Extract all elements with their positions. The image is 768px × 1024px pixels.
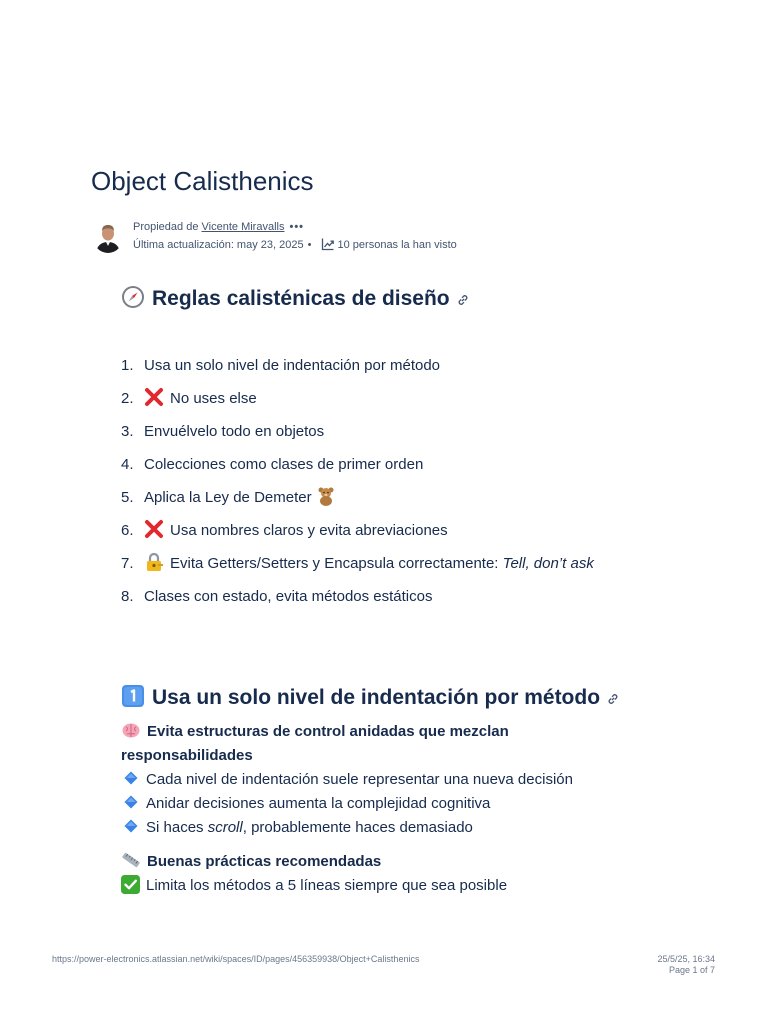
section-heading-rule-1 bbox=[121, 684, 620, 712]
more-actions-button[interactable]: ••• bbox=[289, 221, 305, 233]
views-link[interactable] bbox=[321, 239, 457, 251]
list-item bbox=[121, 792, 641, 816]
section-body bbox=[121, 720, 641, 898]
separator: • bbox=[307, 239, 312, 251]
point-italic: scroll bbox=[207, 819, 243, 836]
ruler-icon bbox=[121, 850, 141, 870]
list-item bbox=[121, 768, 641, 792]
point-text: Anidar decisiones aumenta la complejidad cognitiva bbox=[146, 795, 491, 812]
owner-line bbox=[133, 220, 304, 234]
list-item bbox=[121, 816, 641, 840]
list-item bbox=[121, 354, 594, 387]
avatar[interactable] bbox=[93, 221, 123, 253]
item-text: Envuélvelo todo en objetos bbox=[144, 423, 325, 440]
list-item bbox=[121, 486, 594, 519]
point-text-before: Si haces bbox=[146, 819, 204, 836]
last-updated: Última actualización: may 23, 2025 bbox=[133, 239, 304, 251]
teddy-bear-icon bbox=[316, 486, 336, 506]
item-number: 6. bbox=[121, 522, 134, 539]
section-heading-text: Reglas calisténicas de diseño bbox=[152, 287, 450, 310]
item-number: 1. bbox=[121, 357, 134, 374]
footer-url: https://power-electronics.atlassian.net/wiki/spaces/ID/pages/456359938/Object+Calisthenics bbox=[52, 954, 420, 964]
link-icon[interactable] bbox=[606, 692, 620, 706]
list-item bbox=[121, 552, 594, 585]
trending-up-icon bbox=[321, 237, 335, 251]
owner-prefix: Propiedad de bbox=[133, 221, 199, 233]
sub-heading-text: Evita estructuras de control anidadas que mezclan responsabilidades bbox=[121, 723, 509, 764]
cross-mark-icon bbox=[144, 519, 164, 539]
views-count: 10 personas la han visto bbox=[337, 239, 457, 251]
point-text: Cada nivel de indentación suele representar una nueva decisión bbox=[146, 771, 573, 788]
list-item bbox=[121, 387, 594, 420]
check-mark-icon bbox=[121, 875, 140, 894]
byline bbox=[93, 218, 653, 258]
blue-diamond-icon bbox=[124, 795, 138, 809]
list-item bbox=[121, 453, 594, 486]
section-heading-rules bbox=[121, 285, 470, 313]
item-number: 2. bbox=[121, 390, 134, 407]
list-item bbox=[121, 519, 594, 552]
blue-diamond-icon bbox=[124, 819, 138, 833]
blue-diamond-icon bbox=[124, 771, 138, 785]
item-text: Aplica la Ley de Demeter bbox=[144, 489, 312, 506]
item-number: 4. bbox=[121, 456, 134, 473]
footer-meta bbox=[657, 954, 715, 976]
owner-link[interactable]: Vicente Miravalls bbox=[201, 221, 285, 233]
brain-icon bbox=[121, 720, 141, 740]
item-number: 8. bbox=[121, 588, 134, 605]
link-icon[interactable] bbox=[456, 293, 470, 307]
compass-icon bbox=[121, 285, 145, 309]
cross-mark-icon bbox=[144, 387, 164, 407]
sub-heading-brain bbox=[121, 720, 641, 768]
item-text: Colecciones como clases de primer orden bbox=[144, 456, 424, 473]
lock-with-key-icon bbox=[144, 552, 164, 572]
item-text: Clases con estado, evita métodos estáticos bbox=[144, 588, 433, 605]
list-item bbox=[121, 874, 641, 898]
item-number: 7. bbox=[121, 555, 134, 572]
item-number: 3. bbox=[121, 423, 134, 440]
list-item bbox=[121, 585, 594, 618]
item-text: No uses else bbox=[170, 390, 257, 407]
section-heading-text: Usa un solo nivel de indentación por método bbox=[152, 686, 601, 709]
rules-list bbox=[121, 354, 594, 618]
page-title: Object Calisthenics bbox=[91, 166, 314, 196]
keycap-1-icon bbox=[121, 684, 145, 708]
footer-page-number: Page 1 of 7 bbox=[668, 965, 715, 975]
sub-heading-ruler bbox=[121, 850, 641, 874]
sub-heading-text: Buenas prácticas recomendadas bbox=[147, 853, 382, 870]
item-italic: Tell, don’t ask bbox=[502, 555, 594, 572]
item-text: Evita Getters/Setters y Encapsula correctamente: bbox=[170, 555, 499, 572]
item-number: 5. bbox=[121, 489, 134, 506]
item-text: Usa un solo nivel de indentación por método bbox=[144, 357, 441, 374]
footer-timestamp: 25/5/25, 16:34 bbox=[657, 954, 715, 964]
update-line bbox=[133, 237, 457, 252]
check-text: Limita los métodos a 5 líneas siempre que sea posible bbox=[146, 877, 508, 894]
point-text-after: , probablemente haces demasiado bbox=[242, 819, 473, 836]
item-text: Usa nombres claros y evita abreviaciones bbox=[170, 522, 448, 539]
list-item bbox=[121, 420, 594, 453]
